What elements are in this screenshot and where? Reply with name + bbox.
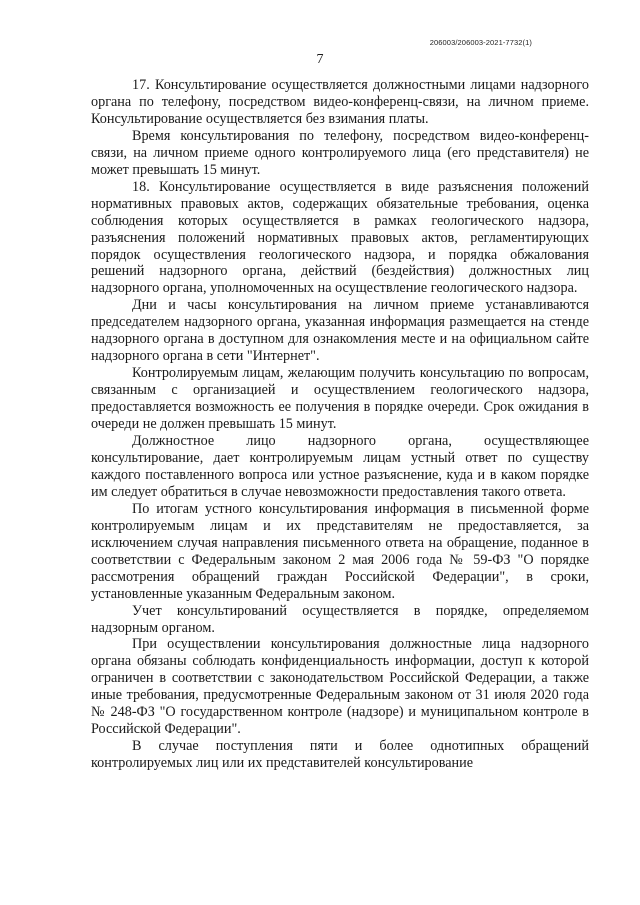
document-id: 206003/206003-2021-7732(1)	[429, 38, 532, 47]
paragraph-written-info: По итогам устного консультирования информация в письменной форме контролируемым лицам и их представителям не предоставляется, за исключением случая направления письменного ответа на обращение, поданное в соответствии с Федеральным законом 2 мая 2006 года № 59-ФЗ "О порядке рассмотрения обращений граждан Российской Федерации", в сроки, установленные указанным Федеральным законом.	[91, 500, 589, 602]
page-number: 7	[316, 52, 324, 67]
paragraph-multiple-requests: В случае поступления пяти и более однотипных обращений контролируемых лиц или их представителей консультирование	[91, 738, 589, 772]
paragraph-queue: Контролируемым лицам, желающим получить консультацию по вопросам, связанным с организацией и осуществлением геологического надзора, предоставляется возможность ее получения в порядке очереди. Срок ожидания в очереди не должен превышать 15 минут.	[91, 365, 589, 433]
paragraph-oral-answer: Должностное лицо надзорного органа, осуществляющее консультирование, дает контролируемым лицам устный ответ по существу каждого поставленного вопроса или устное разъяснение, куда и в каком порядке им следует обратиться в случае невозможности предоставления такого ответа.	[91, 433, 589, 500]
paragraph-schedule: Дни и часы консультирования на личном приеме устанавливаются председателем надзорного органа, указанная информация размещается на стенде надзорного органа в доступном для ознакомления месте и на официальном сайте надзорного органа в сети "Интернет".	[91, 297, 589, 365]
paragraph-consultation-time: Время консультирования по телефону, посредством видео-конференц-связи, на личном приеме одного контролируемого лица (его представителя) не может превышать 15 минут.	[91, 127, 589, 178]
paragraph-accounting: Учет консультирований осуществляется в порядке, определяемом надзорным органом.	[91, 602, 589, 636]
paragraph-17: 17. Консультирование осуществляется должностными лицами надзорного органа по телефону, посредством видео-конференц-связи, на личном приеме. Консультирование осуществляется без взимания платы.	[91, 77, 589, 127]
paragraph-confidentiality: При осуществлении консультирования должностные лица надзорного органа обязаны соблюдать конфиденциальность информации, доступ к которой ограничен в соответствии с законодательством Российской Федерации, а также иные требования, предусмотренные Федеральным законом от 31 июля 2020 года № 248-ФЗ "О государственном контроле (надзоре) и муниципальном контроле в Российской Федерации".	[91, 636, 589, 738]
body-text	[91, 77, 589, 772]
paragraph-18: 18. Консультирование осуществляется в виде разъяснения положений нормативных правовых актов, содержащих обязательные требования, оценка соблюдения которых осуществляется в рамках геологического надзора, разъяснения положений нормативных правовых актов, регламентирующих порядок осуществления геологического надзора, и порядка обжалования решений надзорного органа, действий (бездействия) должностных лиц надзорного органа, уполномоченных на осуществление геологического надзора.	[91, 178, 589, 297]
